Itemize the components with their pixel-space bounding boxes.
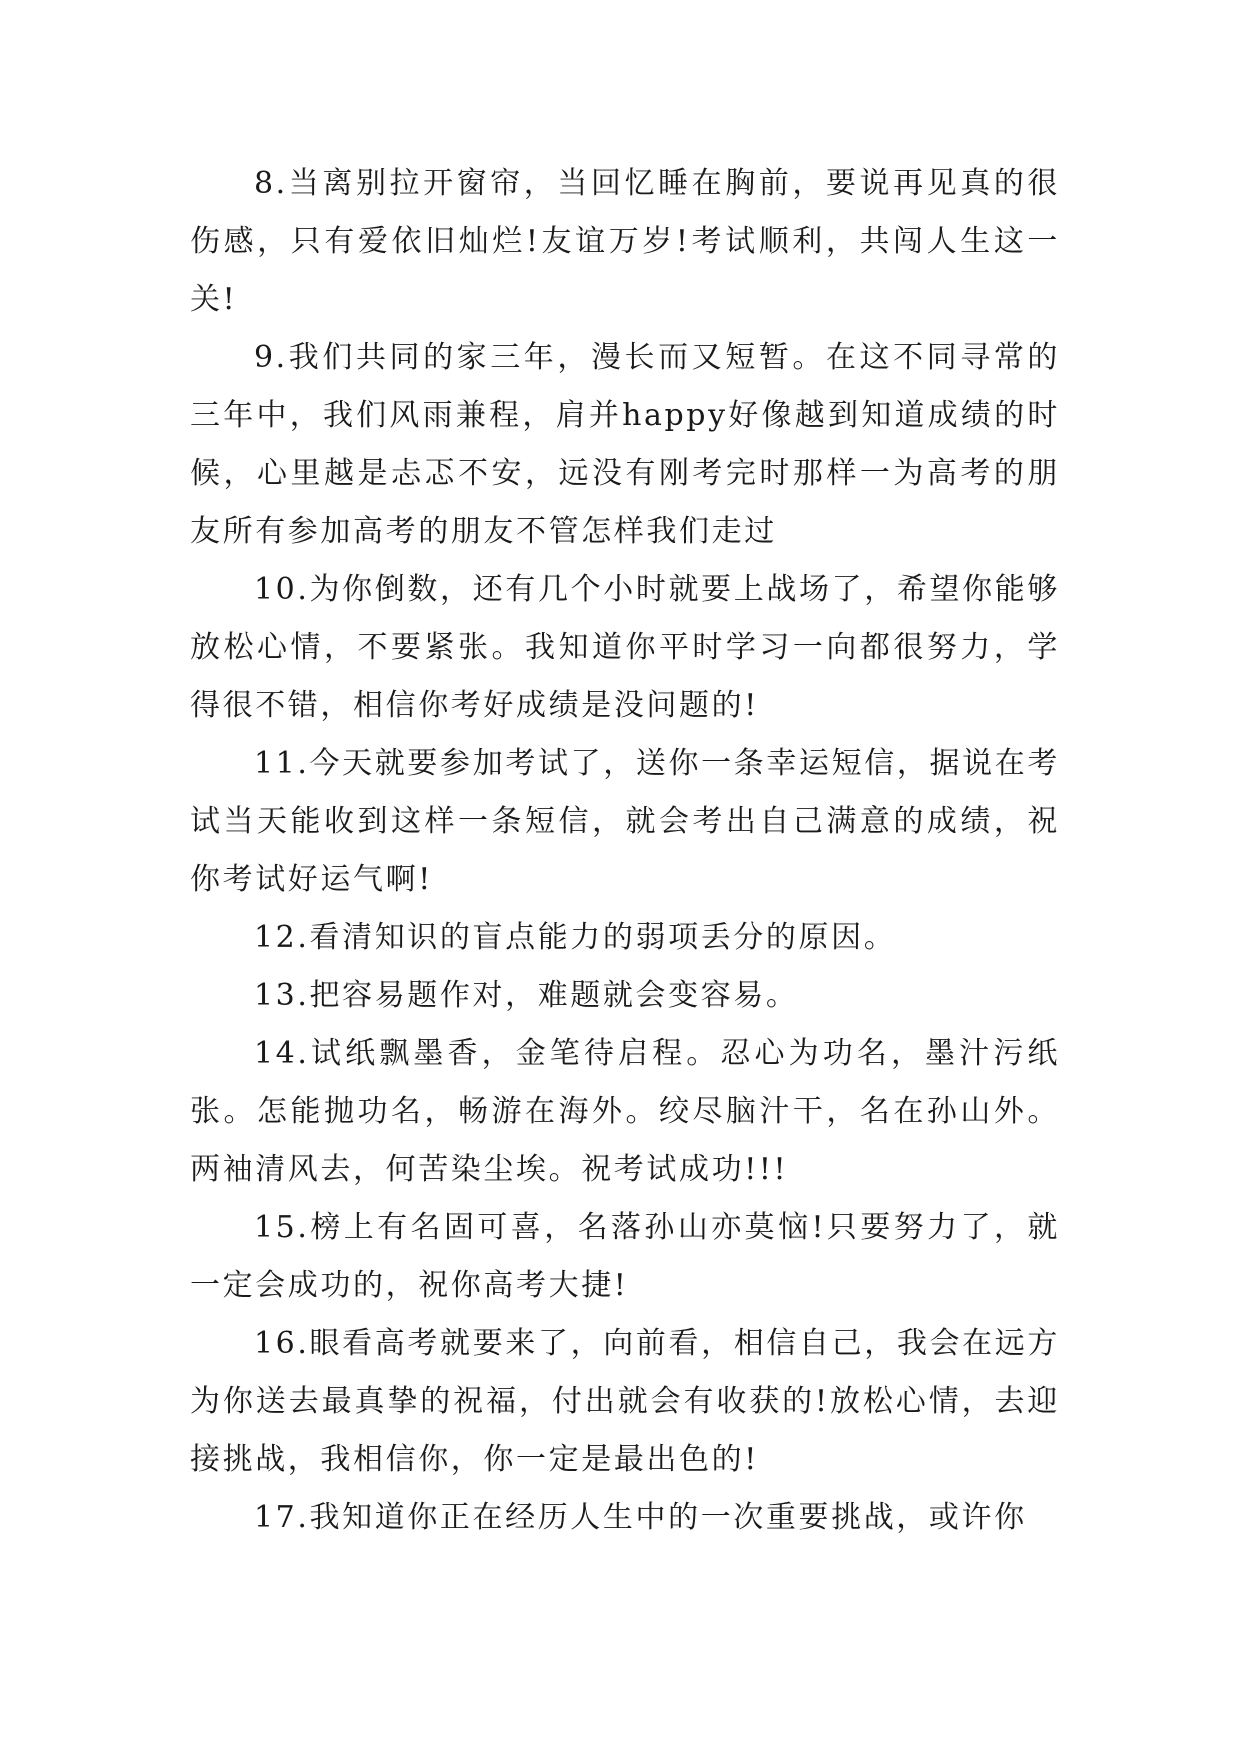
paragraph-17: 17.我知道你正在经历人生中的一次重要挑战，或许你	[254, 1500, 1027, 1535]
document-body	[190, 155, 1060, 1547]
paragraph-16: 16.眼看高考就要来了，向前看，相信自己，我会在远方为你送去最真挚的祝福，付出就会有收获的!放松心情，去迎接挑战，我相信你，你一定是最出色的!	[190, 1326, 1060, 1477]
paragraph-11: 11.今天就要参加考试了，送你一条幸运短信，据说在考试当天能收到这样一条短信，就会考出自己满意的成绩，祝你考试好运气啊!	[190, 746, 1060, 897]
paragraph-15: 15.榜上有名固可喜，名落孙山亦莫恼!只要努力了，就一定会成功的，祝你高考大捷!	[190, 1210, 1060, 1303]
paragraph-12: 12.看清知识的盲点能力的弱项丢分的原因。	[254, 920, 897, 955]
paragraph-13: 13.把容易题作对，难题就会变容易。	[254, 978, 799, 1013]
paragraph-8: 8.当离别拉开窗帘，当回忆睡在胸前，要说再见真的很伤感，只有爱依旧灿烂!友谊万岁!考试顺利，共闯人生这一关!	[190, 166, 1060, 317]
paragraph-9: 9.我们共同的家三年，漫长而又短暂。在这不同寻常的三年中，我们风雨兼程，肩并happy好像越到知道成绩的时候，心里越是忐忑不安，远没有刚考完时那样一为高考的朋友所有参加高考的朋友不管怎样我们走过	[190, 340, 1060, 549]
paragraph-10: 10.为你倒数，还有几个小时就要上战场了，希望你能够放松心情，不要紧张。我知道你平时学习一向都很努力，学得很不错，相信你考好成绩是没问题的!	[190, 572, 1060, 723]
paragraph-14: 14.试纸飘墨香，金笔待启程。忍心为功名，墨汁污纸张。怎能抛功名，畅游在海外。绞尽脑汁干，名在孙山外。两袖清风去，何苦染尘埃。祝考试成功!!!	[190, 1036, 1060, 1187]
